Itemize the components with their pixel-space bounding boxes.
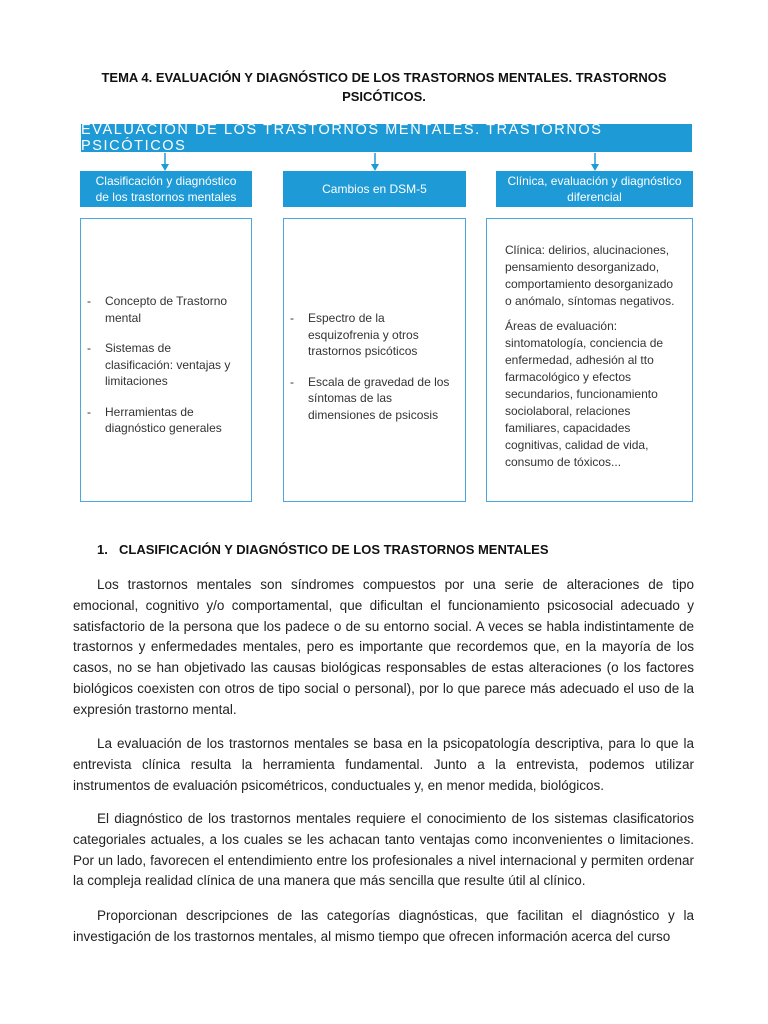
list-item [87,340,247,390]
areas-line: Áreas de evaluación: [505,319,618,333]
list-item-line: dimensiones de psicosis [308,407,439,422]
clinica-line: o anómalo, síntomas negativos. [505,294,675,308]
list-item-line: trastornos psicóticos [308,344,418,358]
bullet-dash: - [290,374,294,389]
column-header-line: Cambios en DSM-5 [322,182,427,196]
column-header-line: Clínica, evaluación y diagnóstico [507,174,682,188]
column-header-line: Clasificación y diagnóstico [95,174,237,188]
list-item-line: mental [105,310,142,325]
list-item-line: clasificación: ventajas y [105,357,231,372]
body-paragraph-2: La evaluación de los trastornos mentales se basa en la psicopatología descriptiva, para lo que la entrevista clínica resulta la herramienta fundamental. Junto a la entrevista, podemos utilizar instrumentos de evaluación psicométricos, conductuales y, en menor medida, biológicos. [73,736,694,793]
list-item [290,374,462,424]
list-item-line: Sistemas de [105,341,172,355]
column-header-line: diferencial [567,190,622,204]
list-item-line: esquizofrenia y otros [308,327,419,342]
list-item-line: Escala de gravedad de los [308,374,450,389]
clinica-text [505,242,685,479]
arrow-down-icon [160,153,170,171]
clinica-paragraph [505,242,685,310]
section-number: 1. [97,542,108,557]
arrow-down-icon [370,153,380,171]
body-paragraph-4: Proporcionan descripciones de las categorías diagnósticas, que facilitan el diagnóstico y la investigación de los trastornos mentales, al mismo tiempo que ofrecen información acerca del curso [73,908,694,944]
section-heading [97,542,549,557]
list-item-line: síntomas de las [308,391,393,405]
clinica-line: comportamiento desorganizado [505,277,674,291]
areas-line: farmacológico y efectos [505,370,632,384]
title-line-1: TEMA 4. EVALUACIÓN Y DIAGNÓSTICO DE LOS TRASTORNOS MENTALES. TRASTORNOS [101,70,667,85]
column-header-clinica [496,171,693,207]
list-item-line: Herramientas de [105,404,194,419]
areas-line: enfermedad, adhesión al tto [505,353,654,367]
bullet-list-dsm5 [290,310,462,437]
column-header-dsm5 [283,171,466,207]
list-item [87,293,247,326]
bullet-dash: - [87,294,91,308]
bullet-dash: - [87,404,91,419]
list-item-line: limitaciones [105,374,168,388]
section-title: CLASIFICACIÓN Y DIAGNÓSTICO DE LOS TRASTORNOS MENTALES [119,542,549,557]
title-line-2: PSICÓTICOS. [342,89,426,104]
bullet-dash: - [87,341,91,355]
areas-line: sociolaboral, relaciones [505,404,631,418]
list-item [290,310,462,360]
list-item-line: Concepto de Trastorno [105,294,228,308]
diagram-banner: EVALUACIÓN DE LOS TRASTORNOS MENTALES. TRASTORNOS PSICÓTICOS [81,124,692,152]
list-item-line: Espectro de la [308,311,385,325]
clinica-line: Clínica: delirios, alucinaciones, [505,243,670,257]
areas-line: cognitivas, calidad de vida, [505,438,649,452]
clinica-line: pensamiento desorganizado, [505,260,660,274]
column-header-line: de los trastornos mentales [95,190,237,204]
list-item-line: diagnóstico generales [105,421,222,435]
column-header-clasificacion [80,171,252,207]
areas-line: secundarios, funcionamiento [505,387,658,401]
areas-line: sintomatología, conciencia de [505,336,664,350]
bullet-list-clasificacion [87,293,247,451]
areas-paragraph [505,318,685,471]
list-item [87,404,247,437]
bullet-dash: - [290,311,294,325]
document-title [90,68,678,106]
body-paragraph-1: Los trastornos mentales son síndromes compuestos por una serie de alteraciones de tipo emocional, cognitivo y/o comportamental, que dificultan el funcionamiento psicosocial adecuado y satisfactorio de la persona que los padece o de su entorno social. A veces se habla indistintamente de trastornos y enfermedades mentales, pero es importante que recordemos que, en la mayoría de los casos, no se han objetivado las causas biológicas responsables de estas alteraciones (o los factores biológicos coexisten con otros de tipo social o personal), por lo que parece más adecuado el uso de la expresión trastorno mental. [73,577,694,717]
areas-line: consumo de tóxicos... [505,455,622,469]
areas-line: familiares, capacidades [505,421,631,435]
arrow-down-icon [590,153,600,171]
body-paragraph-3: El diagnóstico de los trastornos mentales requiere el conocimiento de los sistemas clasificatorios categoriales actuales, a los cuales se les achacan tanto ventajas como inconvenientes o limitaciones. Por un lado, favorecen el entendimiento entre los profesionales a nivel internacional y permiten ordenar la compleja realidad clínica de una manera que más sencilla que resulte útil al clínico. [73,811,694,889]
